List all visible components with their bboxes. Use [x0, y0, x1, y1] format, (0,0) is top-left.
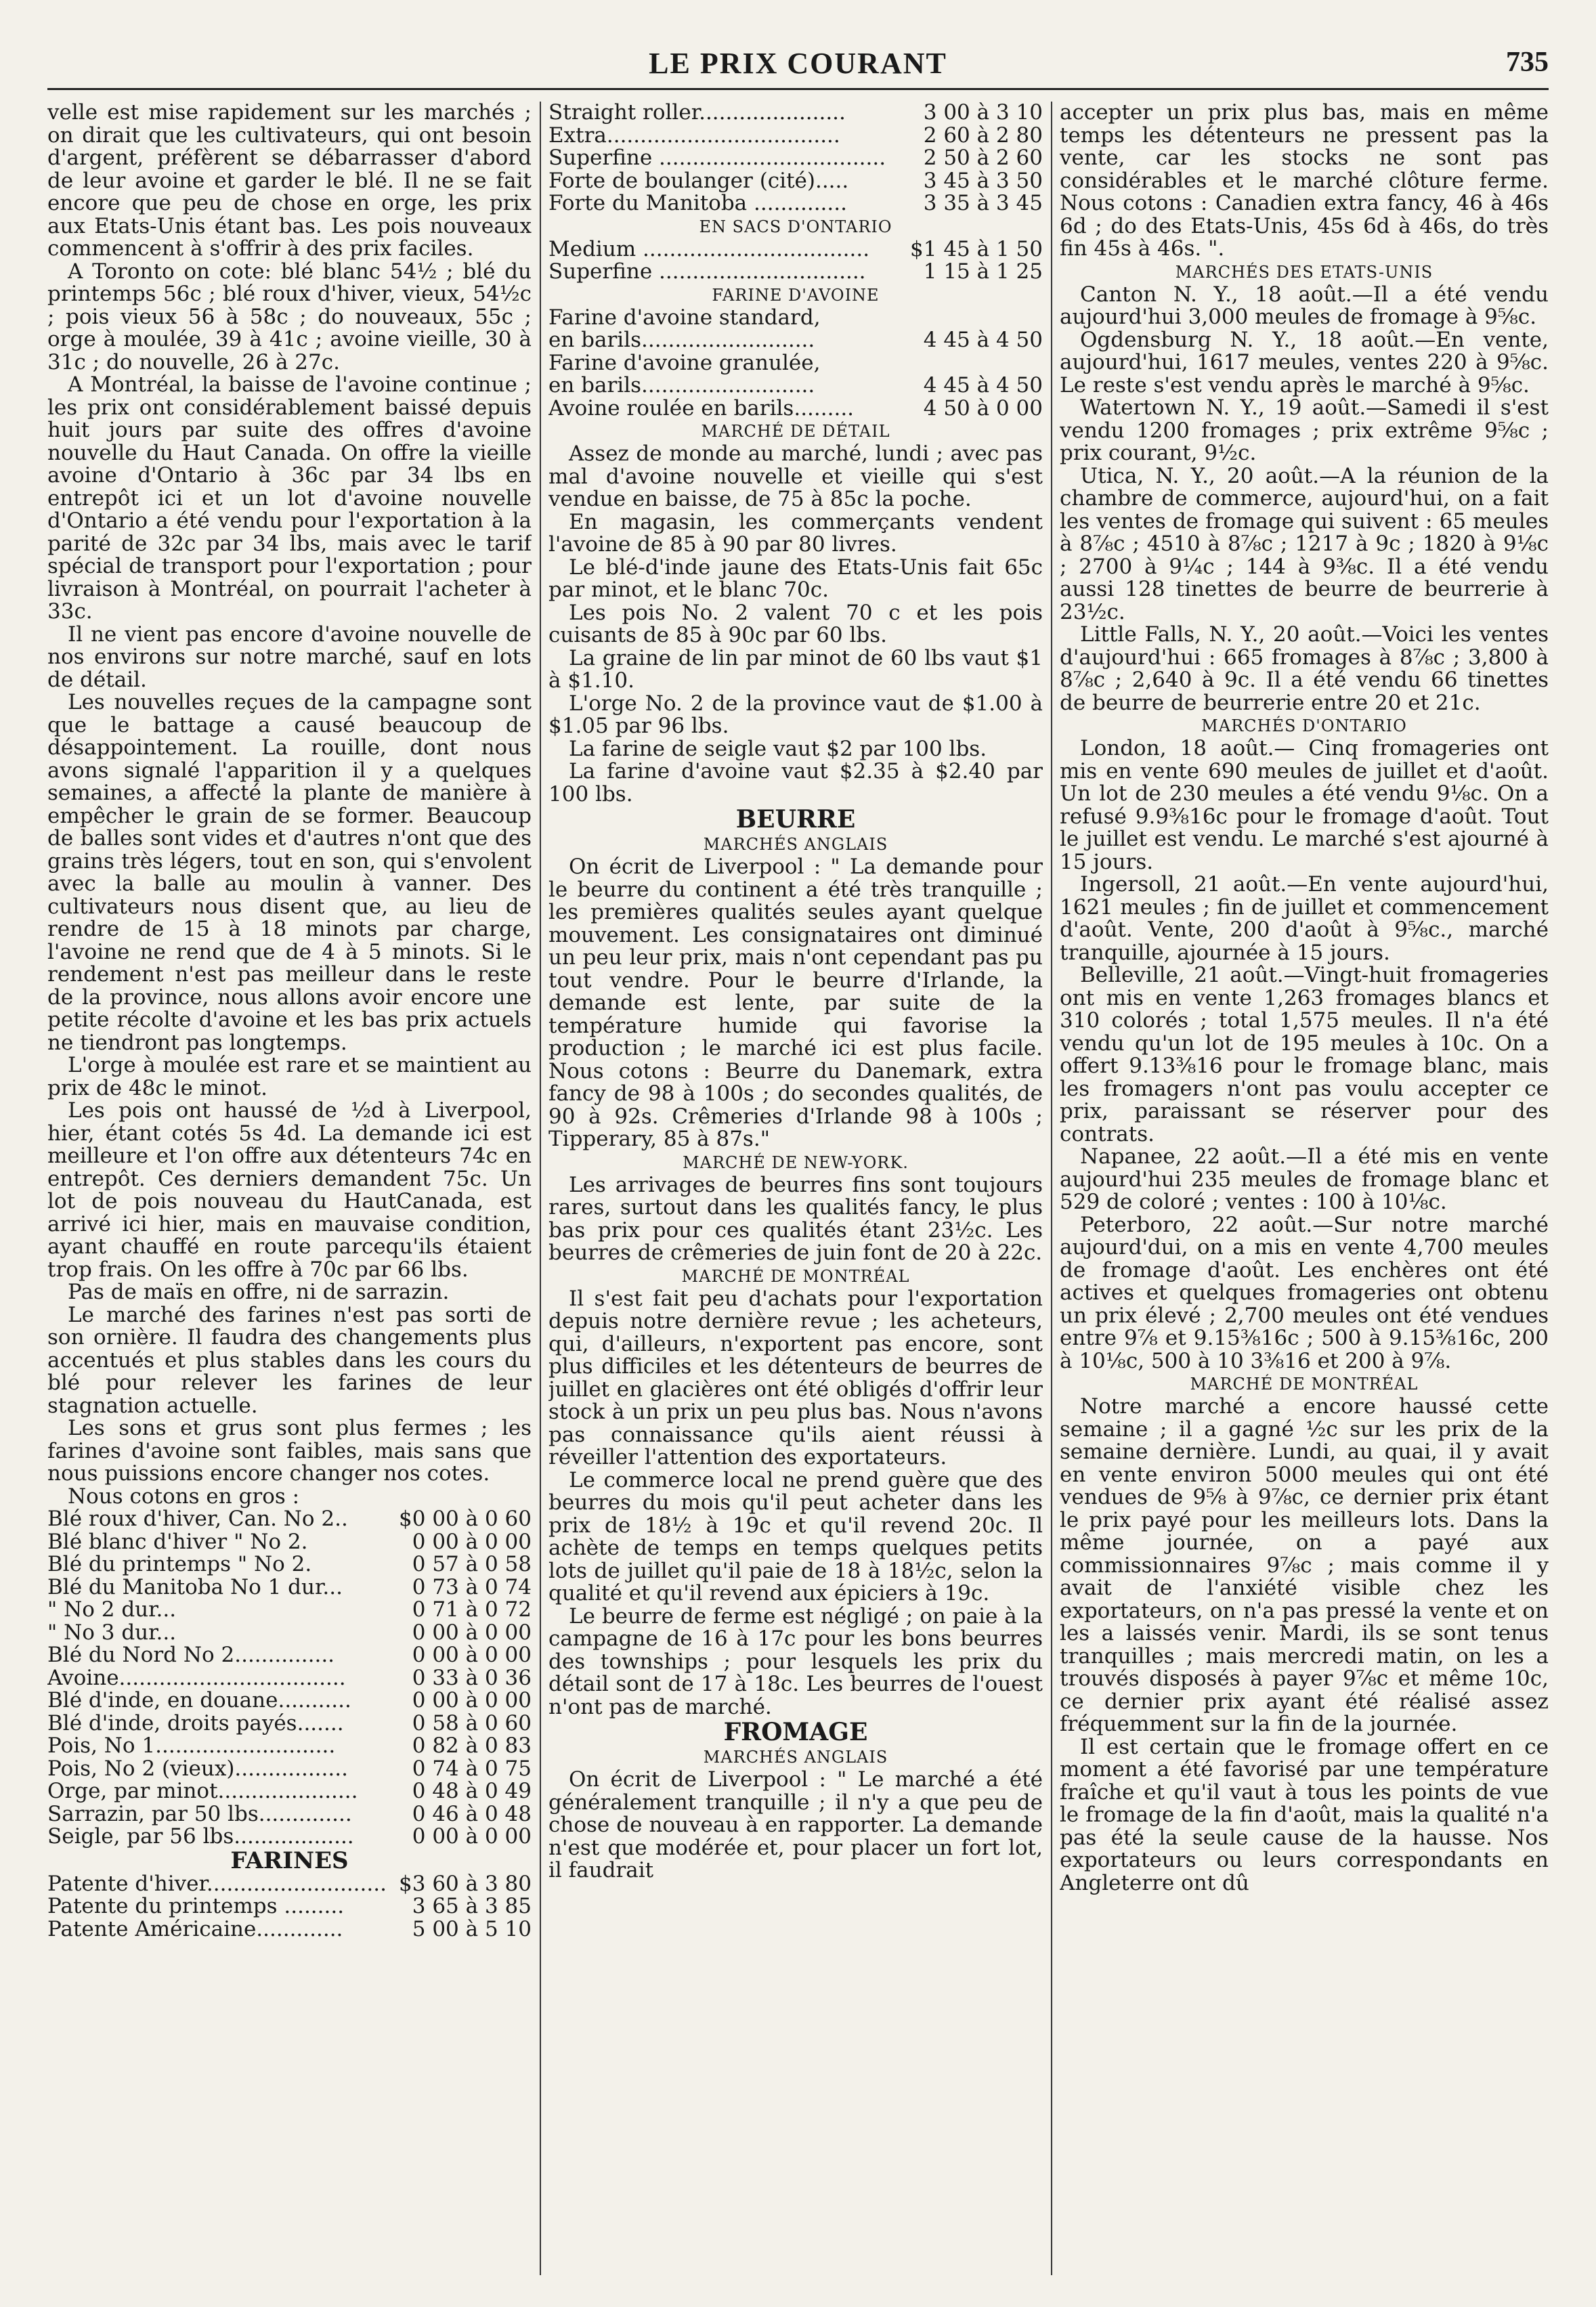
paragraph: Le marché des farines n'est pas sorti de son ornière. Il faudra des changements plus accentués et plus stables dans les cours du blé pour relever les farines de leur stagnation actuelle.: [47, 1302, 532, 1418]
paragraph: L'orge No. 2 de la province vaut de $1.00 à $1.05 par 96 lbs.: [548, 691, 1043, 738]
section-heading: MARCHÉS DES ETATS-UNIS: [1175, 262, 1433, 282]
price-value: 0 57 à 0 58: [412, 1552, 532, 1576]
price-value: $0 00 à 0 60: [399, 1507, 532, 1531]
price-row: [548, 192, 1043, 215]
price-label: Blé d'inde, en douane...........: [47, 1689, 351, 1712]
price-label: Blé roux d'hiver, Can. No 2..: [47, 1508, 348, 1531]
subsection-heading: MARCHÉ DE MONTRÉAL: [681, 1266, 910, 1286]
column-2: [548, 102, 1043, 2275]
price-row: [47, 1803, 532, 1826]
price-row: [47, 1531, 532, 1554]
paragraph: Notre marché a encore haussé cette semaine ; il a gagné ½c sur les prix de la semaine dernière. Lundi, au quai, il y avait en vente environ 5000 meules qui ont été vendues de 9⅝ à 9⅞c, ce dernier prix étant le prix payé pour les meilleurs lots. Dans la même journée, on a payé aux commissionnaires 9⅞c ; mais comme il y avait de l'anxiété visible chez les exportateurs, on n'a pas pressé la vente et on les a laissés venir. Mardi, ils se sont tenus tranquilles ; mais mercredi matin, on les a trouvés disposés à payer 9⅞c et même 10c, ce dernier prix ayant été réalisé assez fréquemment sur la fin de la journée.: [1060, 1394, 1549, 1736]
price-row: [548, 261, 1043, 284]
paragraph: Les pois ont haussé de ½d à Liverpool, hier, étant cotés 5s 4d. La demande ici est meilleure et l'on offre aux détenteurs 74c en entrepôt. Ces derniers demandent 75c. Un lot de pois nouveau du HautCanada, est arrivé ici hier, mais en mauvaise condition, ayant chauffé en route parcequ'ils étaient trop frais. On les offre à 70c par 66 lbs.: [47, 1098, 532, 1282]
price-value: 0 46 à 0 48: [412, 1801, 532, 1826]
price-label: Patente du printemps .........: [47, 1895, 345, 1918]
page-number: 735: [1506, 47, 1549, 78]
paragraph: Belleville, 21 août.—Vingt-huit fromageries ont mis en vente 1,263 fromages blancs et 310 colorés ; total 1,575 meules. Il n'a été vendu qu'un lot de 195 meules à 10c. On a offert 9.13⅜16 pour le fromage blanc, mais les fromagers n'ont pas voulu accepter ce prix, paraissant se réserver pour des contrats.: [1060, 963, 1549, 1146]
price-label: Straight roller......................: [548, 102, 846, 125]
grain-price-table: [47, 1508, 532, 1849]
price-value: $1 45 à 1 50: [910, 236, 1043, 261]
price-label: Blé d'inde, droits payés.......: [47, 1712, 344, 1735]
paragraph: On écrit de Liverpool : " La demande pour le beurre du continent a été très tranquille ; les premières qualités seules ayant quelque mouvement. Les consignataires ont diminué un peu leur prix, mais n'ont cependant pas pu tout vendre. Pour le beurre d'Irlande, la demande est lente, par suite de la température humide qui favorise la production ; le marché ici est plus facile. Nous cotons : Beurre du Danemark, extra fancy de 98 à 100s ; do secondes qualités, de 90 à 92s. Crêmeries d'Irlande 98 à 100s ; Tipperary, 85 à 87s.": [548, 855, 1043, 1151]
price-row: [47, 1895, 532, 1918]
price-row: [47, 1667, 532, 1690]
price-label: Blé blanc d'hiver " No 2.: [47, 1530, 308, 1553]
price-label: Sarrazin, par 50 lbs..............: [47, 1803, 352, 1826]
subsection-heading: MARCHÉ DE NEW-YORK.: [683, 1152, 909, 1172]
section-heading: FARINE D'AVOINE: [712, 285, 880, 305]
section-heading: MARCHÉ DE MONTRÉAL: [1190, 1375, 1419, 1394]
paragraph: Assez de monde au marché, lundi ; avec pas mal d'avoine nouvelle et vieille qui s'est vendue en baisse, de 75 à 85c la poche.: [548, 441, 1043, 511]
price-value: 0 74 à 0 75: [412, 1756, 532, 1781]
paragraph: La farine de seigle vaut $2 par 100 lbs.: [569, 736, 987, 761]
price-row: [47, 1644, 532, 1667]
section-heading: EN SACS D'ONTARIO: [699, 217, 892, 236]
price-row: [47, 1576, 532, 1599]
price-value: 0 82 à 0 83: [412, 1733, 532, 1758]
paragraph: Nous cotons en gros :: [68, 1484, 300, 1509]
price-value: 0 71 à 0 72: [412, 1597, 532, 1622]
price-label: Seigle, par 56 lbs..................: [47, 1826, 354, 1849]
price-value: 4 45 à 4 50: [923, 328, 1043, 352]
paragraph: A Toronto on cote: blé blanc 54½ ; blé du printemps 56c ; blé roux d'hiver, vieux, 54½c ; pois vieux 56 à 58c ; do nouveaux, 55c ; orge à moulée, 39 à 41c ; avoine vieille, 30 à 31c ; do nouvelle, 26 à 27c.: [47, 259, 532, 374]
paragraph: Il ne vient pas encore d'avoine nouvelle de nos environs sur notre marché, sauf en lots de détail.: [47, 622, 532, 692]
price-label: Pois, No 1...........................: [47, 1735, 336, 1758]
price-row: [47, 1553, 532, 1576]
price-row: [47, 1758, 532, 1781]
price-row: [548, 329, 1043, 352]
price-label: en barils..........................: [548, 329, 815, 352]
price-row: [548, 170, 1043, 193]
price-value: 0 00 à 0 00: [412, 1620, 532, 1645]
paragraph: Napanee, 22 août.—Il a été mis en vente aujourd'hui 235 meules de fromage blanc et 529 de coloré ; ventes : 100 à 10⅛c.: [1060, 1144, 1549, 1214]
price-row: [548, 307, 1043, 330]
price-row: [47, 1873, 532, 1896]
section-heading: BEURRE: [735, 805, 856, 834]
price-label: Superfine ..................................: [548, 147, 886, 170]
price-value: 3 00 à 3 10: [923, 102, 1043, 125]
paragraph: Les pois No. 2 valent 70 c et les pois cuisants de 85 à 90c par 60 lbs.: [548, 600, 1043, 647]
price-label: " No 3 dur...: [47, 1621, 177, 1644]
column-3: [1060, 102, 1549, 2275]
price-value: 3 65 à 3 85: [412, 1894, 532, 1918]
paragraph: Utica, N. Y., 20 août.—A la réunion de la chambre de commerce, aujourd'hui, on a fait les ventes de fromage qui suivent : 65 meules à 8⅞c ; 4510 à 8⅞c ; 1217 à 9c ; 1820 à 9⅛c ; 2700 à 9¼c ; 144 à 9⅜c. Il a été vendu aussi 128 tinettes de beurre de beurrerie à 23½c.: [1060, 463, 1549, 624]
price-row: [47, 1599, 532, 1622]
journal-title: LE PRIX COURANT: [649, 47, 947, 80]
price-value: 0 48 à 0 49: [412, 1779, 532, 1803]
section-heading: MARCHÉS D'ONTARIO: [1201, 716, 1407, 735]
column-1: [47, 102, 532, 2275]
price-label: Farine d'avoine granulée,: [548, 351, 821, 374]
paragraph: Les sons et grus sont plus fermes ; les farines d'avoine sont faibles, mais sans que nous puissions encore changer nos cotes.: [47, 1416, 532, 1486]
price-value: $3 60 à 3 80: [399, 1871, 532, 1896]
price-row: [548, 352, 1043, 375]
price-row: [47, 1508, 532, 1531]
columns: [47, 102, 1549, 2275]
flour-grades-table: [548, 102, 1043, 215]
sacs-table: [548, 238, 1043, 284]
paragraph: La farine d'avoine vaut $2.35 à $2.40 par 100 lbs.: [548, 759, 1043, 806]
column-divider: [1051, 102, 1052, 2275]
price-value: 1 15 à 1 25: [923, 259, 1043, 284]
price-row: [548, 147, 1043, 170]
paragraph: Peterboro, 22 août.—Sur notre marché aujourd'dui, on a mis en vente 4,700 meules de fromage d'août. Les enchères ont été actives et quelques fromageries ont obtenu un prix élevé ; 2,700 meules ont été vendues entre 9⅞ et 9.15⅜16c ; 500 à 9.15⅜16c, 200 à 10⅛c, 500 à 10 3⅜16 et 200 à 9⅞.: [1060, 1212, 1549, 1373]
paragraph: Watertown N. Y., 19 août.—Samedi il s'est vendu 1200 fromages ; prix extrême 9⅝c ; prix courant, 9½c.: [1060, 395, 1549, 465]
price-row: [548, 374, 1043, 397]
price-value: 3 45 à 3 50: [923, 168, 1043, 193]
paragraph: Ogdensburg N. Y., 18 août.—En vente, aujourd'hui, 1617 meules, ventes 220 à 9⅝c. Le reste s'est vendu après le marché à 9⅝c.: [1060, 327, 1549, 397]
price-label: Superfine ...............................: [548, 261, 866, 284]
price-row: [47, 1780, 532, 1803]
price-value: 0 73 à 0 74: [412, 1574, 532, 1599]
price-label: Blé du printemps " No 2.: [47, 1553, 312, 1576]
price-row: [47, 1622, 532, 1645]
price-label: Blé du Nord No 2...............: [47, 1644, 335, 1667]
price-row: [47, 1689, 532, 1712]
price-row: [47, 1826, 532, 1849]
paragraph: Le commerce local ne prend guère que des beurres du mois qu'il peut acheter dans les prix de 18½ à 19c et qu'il revend 20c. Il achète de temps en temps quelques petits lots de juillet qu'il paie de 18 à 18½c, selon la qualité et qu'il revend aux épiciers à 19c.: [548, 1467, 1043, 1605]
price-label: en barils..........................: [548, 374, 815, 397]
price-value: 0 00 à 0 00: [412, 1643, 532, 1667]
flour-price-table: [47, 1873, 532, 1941]
price-value: 0 00 à 0 00: [412, 1688, 532, 1712]
paragraph: Le blé-d'inde jaune des Etats-Unis fait 65c par minot, et le blanc 70c.: [548, 555, 1043, 602]
price-value: 2 60 à 2 80: [923, 123, 1043, 148]
oat-flour-table: [548, 307, 1043, 421]
price-label: Medium ..................................: [548, 238, 870, 261]
paragraph: Little Falls, N. Y., 20 août.—Voici les ventes d'aujourd'hui : 665 fromages à 8⅞c ; 3,800 à 8⅞c ; 2,640 à 9c. Il a été vendu 66 tinettes de beurre de beurrerie entre 20 et 21c.: [1060, 622, 1549, 715]
subsection-heading: MARCHÉS ANGLAIS: [703, 1748, 888, 1767]
price-value: 0 00 à 0 00: [412, 1824, 532, 1849]
paragraph: accepter un prix plus bas, mais en même temps les détenteurs ne pressent pas la vente, car les stocks ne sont pas considérables et le marché clôture ferme. Nous cotons : Canadien extra fancy, 46 à 46s 6d ; do des Etats-Unis, 45s 6d à 46s, do très fin 45s à 46s. ".: [1060, 102, 1549, 261]
section-heading: MARCHÉ DE DÉTAIL: [701, 422, 890, 441]
price-value: 4 50 à 0 00: [923, 395, 1043, 421]
price-value: 4 45 à 4 50: [923, 373, 1043, 397]
price-label: Avoine..................................: [47, 1666, 346, 1689]
price-row: [548, 238, 1043, 261]
paragraph: On écrit de Liverpool : " Le marché a été généralement tranquille ; il n'y a que peu de chose de nouveau à en rapporter. La demande n'est que modérée et, pour placer un fort lot, il faudrait: [548, 1767, 1043, 1882]
price-label: Avoine roulée en barils.........: [548, 397, 855, 420]
price-row: [47, 1735, 532, 1758]
price-value: 0 00 à 0 00: [412, 1529, 532, 1554]
price-value: 5 00 à 5 10: [412, 1916, 532, 1941]
price-label: " No 2 dur...: [47, 1599, 177, 1622]
price-row: [548, 397, 1043, 421]
paragraph: A Montréal, la baisse de l'avoine continue ; les prix ont considérablement baissé depuis huit jours par suite des offres d'avoine nouvelle du Haut Canada. On offre la vieille avoine d'Ontario à 36c par 34 lbs en entrepôt ici et un lot d'avoine nouvelle d'Ontario a été vendu pour l'exportation à la parité de 32c par 34 lbs, mais avec le tarif spécial de transport pour l'exportation ; pour livraison à Montréal, on pourrait l'acheter à 33c.: [47, 372, 532, 624]
paragraph: Ingersoll, 21 août.—En vente aujourd'hui, 1621 meules ; fin de juillet et commencement d'août. Vente, 200 d'août à 9⅝c., marché tranquille, ajournée à 15 jours.: [1060, 872, 1549, 965]
section-heading: FARINES: [230, 1847, 349, 1874]
paragraph: Canton N. Y., 18 août.—Il a été vendu aujourd'hui 3,000 meules de fromage à 9⅝c.: [1060, 282, 1549, 329]
paragraph: La graine de lin par minot de 60 lbs vaut $1 à $1.10.: [548, 645, 1043, 693]
paragraph: En magasin, les commerçants vendent l'avoine de 85 à 90 par 80 livres.: [548, 509, 1043, 557]
page-header: [47, 41, 1549, 90]
price-label: Patente d'hiver...........................: [47, 1872, 387, 1895]
column-divider: [540, 102, 541, 2275]
paragraph: Les arrivages de beurres fins sont toujours rares, surtout dans les qualités fancy, le plus bas prix pour ces qualités étant 23½c. Les beurres de crêmeries de juin font de 20 à 22c.: [548, 1172, 1043, 1265]
paragraph: Pas de maïs en offre, ni de sarrazin.: [68, 1280, 450, 1304]
price-row: [47, 1712, 532, 1735]
price-row: [47, 1918, 532, 1941]
paragraph: Le beurre de ferme est négligé ; on paie à la campagne de 16 à 17c pour les bons beurres des townships ; pour lesquels les prix du détail sont de 17 à 18c. Les beurres de l'ouest n'ont pas de marché.: [548, 1603, 1043, 1719]
price-value: 0 33 à 0 36: [412, 1665, 532, 1690]
paragraph: Il s'est fait peu d'achats pour l'exportation depuis notre dernière revue ; les acheteurs, qui, d'ailleurs, n'exportent pas encore, sont plus difficiles et les détenteurs de beurres de juillet en glacières ont été obligés d'offrir leur stock à un prix un peu plus bas. Nous n'avons pas connaissance qu'ils aient réussi à réveiller l'attention des exportateurs.: [548, 1286, 1043, 1469]
price-label: Orge, par minot.....................: [47, 1780, 358, 1803]
price-value: [901, 352, 1043, 375]
paragraph: London, 18 août.— Cinq fromageries ont mis en vente 690 meules de juillet et d'août. Un lot de 230 meules a été vendu 9⅛c. On a refusé 9.9⅜16c pour le fromage d'août. Tout le juillet est vendu. Le marché s'est ajourné à 15 jours.: [1060, 736, 1549, 874]
price-value: 0 58 à 0 60: [412, 1710, 532, 1735]
price-label: Farine d'avoine standard,: [548, 306, 821, 329]
section-heading: FROMAGE: [723, 1718, 868, 1746]
price-row: [548, 102, 1043, 125]
price-label: Extra...................................: [548, 124, 840, 147]
price-label: Forte du Manitoba ..............: [548, 192, 847, 215]
price-label: Pois, No 2 (vieux).................: [47, 1757, 348, 1780]
paragraph: Il est certain que le fromage offert en ce moment a été favorisé par une température fraîche et qu'il vaut à tous les points de vue le fromage de la fin d'août, mais la qualité n'a pas été la seule cause de la hausse. Nos exportateurs ou leurs correspondants en Angleterre ont dû: [1060, 1734, 1549, 1895]
paragraph: Les nouvelles reçues de la campagne sont que le battage a causé beaucoup de désappointement. La rouille, dont nous avons signalé l'apparition il y a quelques semaines, a affecté la plante de manière à empêcher le grain de se former. Beaucoup de balles sont vides et d'autres n'ont que des grains très légers, tout en son, qui s'envolent avec la balle au moulin à vanner. Des cultivateurs nous disent que, au lieu de rendre de 15 à 18 minots par charge, l'avoine ne rend que de 4 à 5 minots. Si le rendement n'est pas meilleur dans le reste de la province, nous allons avoir encore une petite récolte d'avoine et les bas prix actuels ne tiendront pas longtemps.: [47, 690, 532, 1055]
paragraph: L'orge à moulée est rare et se maintient au prix de 48c le minot.: [47, 1053, 532, 1100]
price-value: 3 35 à 3 45: [923, 191, 1043, 215]
price-value: [901, 307, 1043, 330]
paragraph: velle est mise rapidement sur les marchés ; on dirait que les cultivateurs, qui ont besoin d'argent, préfèrent se débarrasser d'abord de leur avoine et garder le blé. Il ne se fait encore que peu de chose en orge, les prix aux Etats-Unis étant bas. Les pois nouveaux commencent à s'offrir à des prix faciles.: [47, 102, 532, 261]
price-label: Forte de boulanger (cité).....: [548, 169, 849, 192]
subsection-heading: MARCHÉS ANGLAIS: [703, 835, 888, 854]
price-value: 2 50 à 2 60: [923, 146, 1043, 170]
price-label: Blé du Manitoba No 1 dur...: [47, 1576, 343, 1599]
price-row: [548, 125, 1043, 148]
price-label: Patente Américaine.............: [47, 1918, 343, 1941]
